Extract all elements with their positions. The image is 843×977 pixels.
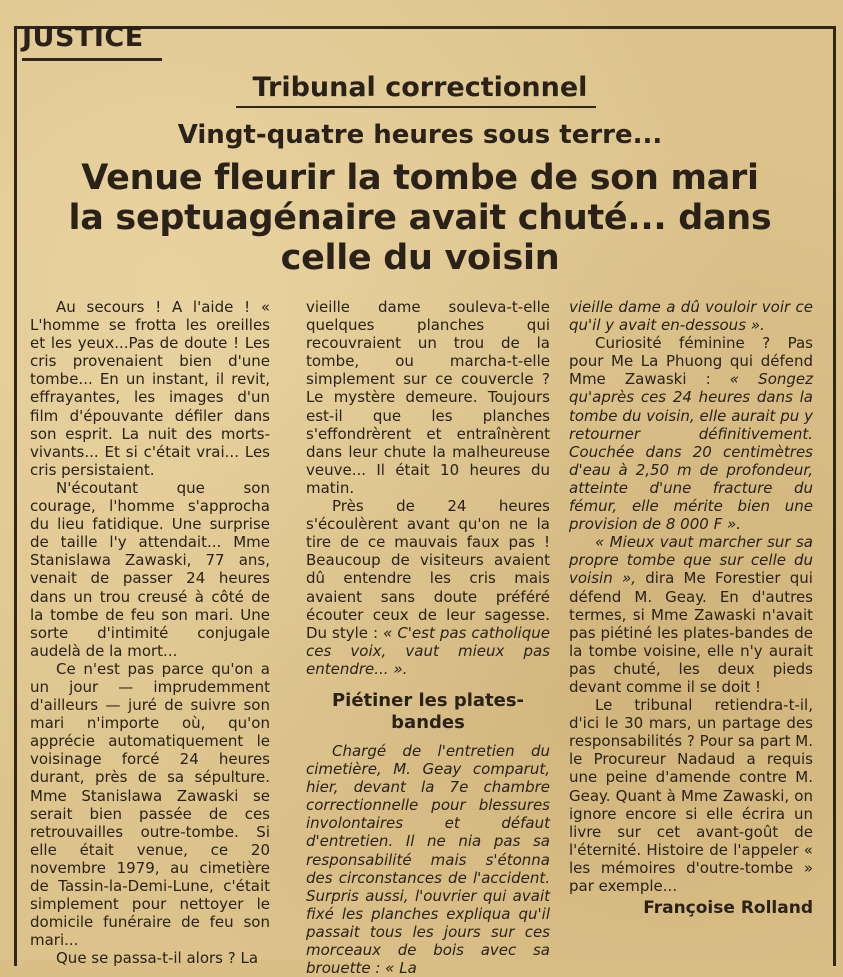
paragraph: vieille dame a dû vouloir voir ce qu'il y avait en-dessous ». bbox=[569, 298, 813, 335]
paragraph-text: Près de 24 heures s'écoulèrent avant qu'on ne la tire de ce mauvais faux pas ! Beaucoup de visiteurs avaient dû entendre les cris mais avaient sans doute préféré écouter ceux de leur sagesse. Du style : bbox=[306, 497, 550, 642]
quote: « Songez qu'après ces 24 heures dans la tombe du voisin, elle aurait pu y retourner définitivement. Couchée dans 20 centimètres d'eau à 2,50 m de profondeur, atteinte d'une fracture du fémur, elle mérite bien une provision de 8 000 F ». bbox=[569, 370, 813, 534]
paragraph bbox=[306, 497, 550, 678]
kicker: Tribunal correctionnel bbox=[252, 72, 588, 103]
paragraph bbox=[569, 334, 813, 533]
kicker-underline bbox=[236, 106, 596, 108]
paragraph bbox=[569, 533, 813, 696]
paragraph-text: dira Me Forestier qui défend M. Geay. En d'autres termes, si Mme Zawaski n'avait pas piétiné les plates-bandes de la tombe voisine, elle n'y aurait pas chuté, les deux pieds devant comme il se doit ! bbox=[569, 569, 813, 696]
headline bbox=[30, 158, 810, 278]
author-signature: Françoise Rolland bbox=[643, 898, 813, 919]
headline-line: la septuagénaire avait chuté... dans bbox=[68, 198, 772, 238]
paragraph: Que se passa-t-il alors ? La bbox=[56, 949, 259, 968]
subheading: Piétiner les plates-bandes bbox=[331, 689, 525, 733]
column-1 bbox=[30, 298, 270, 967]
paragraph: vieille dame souleva-t-elle quelques planches qui recouvraient un trou de la tombe, ou marcha-t-elle simplement sur ce couvercle ? Le mystère demeure. Toujours est-il que les planches s'effondrèrent et entraînèrent dans leur chute la malheureuse veuve... Il était 10 heures du matin. bbox=[306, 298, 550, 497]
paragraph: Ce n'est pas parce qu'on a un jour — imprudemment d'ailleurs — juré de suivre son mari n'importe où, qu'on apprécie automatiquement le voisinage forcé 24 heures durant, près de sa sépulture. Mme Stanislawa Zawaski se serait bien passée de ces retrouvailles outre-tombe. Si elle était venue, ce 20 novembre 1979, au cimetière de Tassin-la-Demi-Lune, c'était simplement pour nettoyer le domicile funéraire de feu son mari... bbox=[30, 659, 270, 950]
rubric-underline bbox=[22, 58, 162, 61]
section-rubric: JUSTICE bbox=[22, 22, 144, 53]
paragraph: N'écoutant que son courage, l'homme s'approcha du lieu fatidique. Une surprise de taille l'y attendait... Mme Stanislawa Zawaski, 77 ans, venait de passer 24 heures dans un trou creusé à côté de la tombe de feu son mari. Une sorte d'intimité conjugale audelà de la mort... bbox=[30, 478, 270, 660]
paragraph: Au secours ! A l'aide ! « L'homme se frotta les oreilles et les yeux...Pas de doute ! Les cris provenaient bien d'une tombe... En un instant, il revit, effrayantes, les images d'un film d'épouvante défiler dans son esprit. La nuit des morts-vivants... Et si c'était vrai... Les cris persistaient. bbox=[30, 298, 270, 479]
column-2 bbox=[306, 298, 550, 977]
headline-line: celle du voisin bbox=[280, 238, 560, 278]
paragraph: Chargé de l'entretien du cimetière, M. Geay comparut, hier, devant la 7e chambre correctionnelle pour blessures involontaires et défaut d'entretien. Il ne nia pas sa responsabilité mais s'étonna des circonstances de l'accident. Surpris aussi, l'ouvrier qui avait fixé les planches expliqua qu'il passait tous les jours sur ces morceaux de bois avec sa brouette : « La bbox=[306, 741, 550, 977]
column-3 bbox=[569, 298, 813, 917]
quote: « Mieux vaut marcher sur sa propre tombe que sur celle du voisin », bbox=[569, 533, 813, 588]
overline: Vingt-quatre heures sous terre... bbox=[177, 120, 663, 150]
paragraph: Le tribunal retiendra-t-il, d'ici le 30 mars, un partage des responsabilités ? Pour sa part M. le Procureur Nadaud a requis une peine d'amende contre M. Geay. Quant à Mme Zawaski, on ignore encore si elle écrira un livre sur cet avant-goût de l'éternité. Histoire de l'appeler « les mémoires d'outre-tombe » par exemple... bbox=[569, 696, 813, 895]
headline-line: Venue fleurir la tombe de son mari bbox=[81, 158, 759, 198]
paragraph-text: Curiosité féminine ? Pas pour Me La Phuong qui défend Mme Zawaski : bbox=[569, 334, 813, 389]
quote: « C'est pas catholique ces voix, vaut mieux pas entendre... ». bbox=[306, 623, 550, 678]
